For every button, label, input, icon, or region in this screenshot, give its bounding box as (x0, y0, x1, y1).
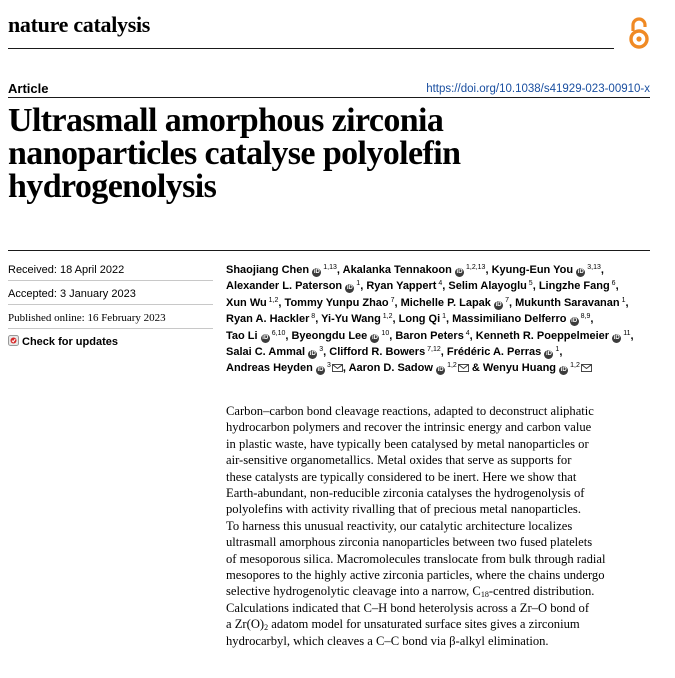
journal-name: nature catalysis (8, 12, 151, 37)
orcid-icon[interactable]: iD (571, 318, 578, 325)
title-line: Ultrasmall amorphous zirconia (8, 102, 444, 139)
author-name[interactable]: Salai C. Ammal (226, 346, 306, 359)
abstract-line: of mesoporous silica. Macromolecules translocate from bulk through radial (226, 551, 606, 566)
affiliation-marker: 1,2 (568, 362, 580, 370)
author-name[interactable]: Tommy Yunpu Zhao (284, 296, 389, 309)
author-name[interactable]: Xun Wu (226, 296, 267, 309)
affiliation-marker: 3 (325, 362, 331, 370)
author-line: Ryan A. Hackler $^8$, Yi-Yu Wang $^{1,2}$, Long Qi $^1$, Massimiliano Delferro iD $^{8,9}$, (226, 313, 594, 326)
author-line: Tao Li iD $^{6,10}$, Byeongdu Lee iD $^{10}$, Baron Peters $^4$, Kenneth R. Poeppelmeier iD $^{11}$, (226, 329, 634, 342)
author-name[interactable]: Alexander L. Paterson (226, 280, 343, 293)
abstract-line: hydrocarbyl, which cleaves a C–C bond via β-alkyl elimination. (226, 633, 549, 648)
author-name[interactable]: Long Qi (398, 313, 441, 326)
author-name[interactable]: Baron Peters (395, 329, 464, 342)
affiliation-marker: 1 (553, 346, 560, 354)
author-name[interactable]: Tao Li (226, 329, 258, 342)
affiliation-marker: 7,12 (425, 346, 441, 354)
affiliation-marker: 1 (619, 296, 626, 304)
author-line: Alexander L. Paterson iD $^1$, Ryan Yappert $^4$, Selim Alayoglu $^5$, Lingzhe Fang $^6$, (226, 280, 619, 293)
author-line: Xun Wu $^{1,2}$, Tommy Yunpu Zhao $^7$, Michelle P. Lapak iD $^7$, Mukunth Saravanan $^1$, (226, 296, 629, 309)
email-icon[interactable] (332, 364, 343, 372)
abstract-line: hydrocarbon polymers and recover the intrinsic energy and carbon value (226, 420, 592, 435)
affiliation-marker: 8 (309, 313, 316, 321)
orcid-icon[interactable]: iD (313, 269, 320, 275)
title-line: hydrogenolysis (8, 168, 217, 205)
author-line: Shaojiang Chen iD $^{1,13}$, Akalanka Tennakoon iD $^{1,2,13}$, Kyung-Eun You iD $^{3,13}$, (226, 264, 604, 276)
author-name[interactable]: Michelle P. Lapak (400, 296, 491, 309)
author-name[interactable]: Andreas Heyden (226, 362, 313, 375)
published-date: Published online: 16 February 2023 (8, 312, 166, 324)
affiliation-marker: 6 (609, 280, 616, 288)
orcid-icon[interactable]: iD (545, 351, 552, 358)
author-name[interactable]: Frédéric A. Perras (446, 346, 542, 359)
abstract-line: ultrasmall amorphous zirconia nanoparticles between two fused platelets (226, 535, 593, 550)
title-line: nanoparticles catalyse polyolefin (8, 135, 461, 172)
affiliation-marker: 1,2 (380, 313, 393, 321)
abstract-line: air-sensitive organometallics. Metal oxides that serve as supports for (226, 453, 572, 468)
abstract-line: selective hydrogenolytic cleavage into a narrow, $C_{18}$-centred distribution. (226, 584, 595, 600)
abstract-line: these catalysts are typically considered to be inert. Here we show that (226, 469, 577, 484)
affiliation-marker: 11 (621, 329, 631, 337)
abstract-line: a $Zr(O)_2$ adatom model for unsaturated surface sites gives a zirconium (226, 617, 580, 633)
abstract (226, 403, 656, 649)
check-updates-button[interactable] (8, 335, 118, 348)
author-name[interactable]: Ryan A. Hackler (226, 313, 310, 326)
orcid-icon[interactable]: iD (371, 334, 378, 341)
email-icon[interactable] (581, 364, 592, 372)
author-name[interactable]: Yi-Yu Wang (321, 313, 381, 326)
author-name[interactable]: Clifford R. Bowers (329, 346, 426, 359)
affiliation-marker: 1,2 (445, 362, 457, 370)
affiliation-marker: 1,2,13 (464, 264, 486, 271)
email-icon[interactable] (458, 364, 469, 372)
orcid-icon[interactable]: iD (309, 351, 316, 358)
author-name[interactable]: Aaron D. Sadow (348, 362, 433, 375)
orcid-icon[interactable]: iD (346, 285, 353, 292)
author-name[interactable]: Akalanka Tennakoon (342, 264, 452, 276)
affiliation-marker: 10 (379, 329, 390, 337)
affiliation-marker: 1 (354, 280, 361, 288)
received-date: Received: 18 April 2022 (8, 264, 125, 276)
abstract-line: mesopores to the highly active zirconia particles, where the chains undergo (226, 568, 605, 583)
abstract-line: polyolefins with activity rivalling that of precious metal nanoparticles. (226, 502, 581, 517)
affiliation-marker: 7 (388, 296, 395, 304)
article-type-label: Article (8, 81, 49, 96)
orcid-icon[interactable]: iD (560, 367, 567, 374)
author-name[interactable]: Selim Alayoglu (448, 280, 527, 293)
affiliation-marker: 6,10 (269, 329, 286, 337)
doi-link[interactable]: https://doi.org/10.1038/s41929-023-00910-x (426, 83, 650, 95)
affiliation-marker: 3,13 (585, 264, 601, 271)
author-name[interactable]: Kenneth R. Poeppelmeier (475, 329, 610, 342)
orcid-icon[interactable]: iD (613, 334, 620, 341)
abstract-line: Carbon–carbon bond cleavage reactions, adapted to deconstruct aliphatic (226, 404, 594, 418)
open-access-icon (626, 16, 652, 50)
author-name[interactable]: Byeongdu Lee (291, 329, 368, 342)
accepted-date: Accepted: 3 January 2023 (8, 288, 136, 300)
author-name[interactable]: Mukunth Saravanan (515, 296, 620, 309)
orcid-icon[interactable]: iD (437, 367, 444, 374)
author-list (226, 262, 656, 377)
author-name[interactable]: Ryan Yappert (366, 280, 437, 293)
orcid-icon[interactable]: iD (495, 301, 502, 308)
orcid-icon[interactable]: iD (456, 269, 463, 275)
check-updates-icon (8, 335, 19, 346)
affiliation-marker: 4 (436, 280, 443, 288)
orcid-icon[interactable]: iD (262, 334, 269, 341)
affiliation-marker: 7 (503, 296, 509, 304)
author-name[interactable]: Lingzhe Fang (538, 280, 610, 293)
abstract-line: Earth-abundant, non-reducible zirconia catalyses the hydrogenolysis of (226, 486, 585, 501)
article-title (8, 104, 648, 203)
author-name[interactable]: Wenyu Huang (482, 362, 557, 375)
affiliation-marker: 5 (526, 280, 533, 288)
author-line: Salai C. Ammal iD $^3$, Clifford R. Bowers $^{7,12}$, Frédéric A. Perras iD $^1$, (226, 346, 563, 359)
article-rule (8, 97, 650, 98)
affiliation-marker: 1,13 (321, 264, 337, 271)
abstract-line: To harness this unusual reactivity, our catalytic architecture localizes (226, 518, 573, 533)
author-line: Andreas Heyden iD $^3$ , Aaron D. Sadow iD $^{1,2}$ & Wenyu Huang iD $^{1,2}$ (226, 360, 656, 376)
orcid-icon[interactable]: iD (317, 367, 324, 374)
orcid-icon[interactable]: iD (577, 269, 584, 275)
author-name[interactable]: Shaojiang Chen (226, 264, 310, 276)
header-rule (8, 48, 614, 49)
author-name[interactable]: Massimiliano Delferro (452, 313, 567, 326)
abstract-line: Calculations indicated that C–H bond heterolysis across a Zr–O bond of (226, 600, 590, 615)
affiliation-marker: 3 (317, 346, 324, 354)
affiliation-marker: 1,2 (266, 296, 279, 304)
affiliation-marker: 1 (440, 313, 447, 321)
affiliation-marker: 8,9 (578, 313, 591, 321)
affiliation-marker: 4 (463, 329, 470, 337)
check-updates-label: Check for updates (22, 336, 118, 348)
abstract-line: in plastic waste, have typically been catalysed by metal nanoparticles or (226, 436, 589, 451)
section-rule (8, 250, 650, 251)
author-name[interactable]: Kyung-Eun You (491, 264, 574, 276)
